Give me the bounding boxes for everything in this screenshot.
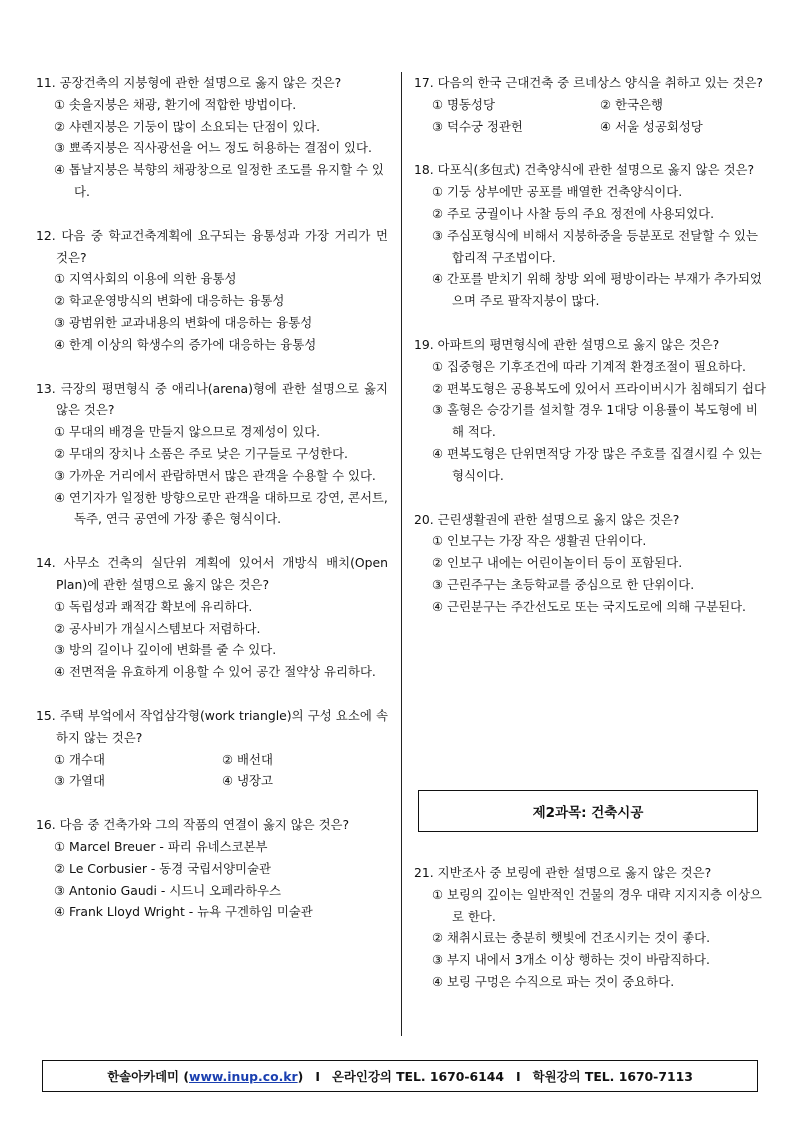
option: ② Le Corbusier - 동경 국립서양미술관 xyxy=(54,860,271,876)
option: ② 샤렌지붕은 기둥이 많이 소요되는 단점이 있다. xyxy=(54,118,321,134)
option: ① 명동성당 xyxy=(432,96,495,112)
option-grid xyxy=(36,749,388,793)
option: ① 독립성과 쾌적감 확보에 유리하다. xyxy=(54,598,253,614)
option: ③ 가까운 거리에서 관람하면서 많은 관객을 수용할 수 있다. xyxy=(54,467,376,483)
subject-heading: 제2과목: 건축시공 xyxy=(418,790,758,832)
option: ③ 광범위한 교과내용의 변화에 대응하는 융통성 xyxy=(54,314,313,330)
left-column xyxy=(36,72,388,945)
question-text: 13. 극장의 평면형식 중 애리나(arena)형에 관한 설명으로 옳지 않은 것은? xyxy=(36,380,388,418)
option: ③ 가열대 xyxy=(54,773,105,789)
option: ② 주로 궁궐이나 사찰 등의 주요 정전에 사용되었다. xyxy=(432,205,715,221)
option: ④ 보링 구멍은 수직으로 파는 것이 중요하다. xyxy=(432,973,675,989)
option: ④ 연기자가 일정한 방향으로만 관객을 대하므로 강연, 콘서트, 독주, 연극 공연에 가장 좋은 형식이다. xyxy=(54,489,388,527)
right-column xyxy=(414,72,766,640)
question-11 xyxy=(36,72,388,203)
option: ① 지역사회의 이용에 의한 융통성 xyxy=(54,271,237,287)
option: ② 채취시료는 충분히 햇빛에 건조시키는 것이 좋다. xyxy=(432,930,711,946)
option: ② 무대의 장치나 소품은 주로 낮은 기구들로 구성한다. xyxy=(54,445,348,461)
question-text: 19. 아파트의 평면형식에 관한 설명으로 옳지 않은 것은? xyxy=(414,336,720,352)
option: ③ 뾰족지붕은 직사광선을 어느 정도 허용하는 결점이 있다. xyxy=(54,140,372,156)
option: ③ 근린주구는 초등학교를 중심으로 한 단위이다. xyxy=(432,576,695,592)
question-13 xyxy=(36,378,388,531)
option: ① 기둥 상부에만 공포를 배열한 건축양식이다. xyxy=(432,184,683,200)
question-17 xyxy=(414,72,766,137)
question-text: 15. 주택 부엌에서 작업삼각형(work triangle)의 구성 요소에 속하지 않는 것은? xyxy=(36,707,388,745)
footer-academy-name: 한솔아카데미 (www.inup.co.kr) xyxy=(107,1069,304,1084)
option: ④ 편복도형은 단위면적당 가장 많은 주호를 집결시킬 수 있는 형식이다. xyxy=(432,445,762,483)
question-18 xyxy=(414,159,766,312)
column-divider xyxy=(401,72,402,1036)
option: ① 솟을지붕은 채광, 환기에 적합한 방법이다. xyxy=(54,96,297,112)
option: ④ Frank Lloyd Wright - 뉴욕 구겐하임 미술관 xyxy=(54,904,313,920)
question-text: 21. 지반조사 중 보링에 관한 설명으로 옳지 않은 것은? xyxy=(414,865,712,880)
option: ③ 홀형은 승강기를 설치할 경우 1대당 이용률이 복도형에 비해 적다. xyxy=(432,402,758,440)
option: ② 한국은행 xyxy=(600,96,663,112)
option: ④ 서울 성공회성당 xyxy=(600,118,703,134)
option: ④ 전면적을 유효하게 이용할 수 있어 공간 절약상 유리하다. xyxy=(54,664,376,680)
option: ④ 톱날지붕은 북향의 채광창으로 일정한 조도를 유지할 수 있다. xyxy=(54,162,384,199)
option: ① 개수대 xyxy=(54,751,105,767)
footer-separator: I xyxy=(516,1068,521,1084)
option: ① Marcel Breuer - 파리 유네스코본부 xyxy=(54,838,268,854)
question-text: 11. 공장건축의 지붕형에 관한 설명으로 옳지 않은 것은? xyxy=(36,75,342,90)
question-text: 16. 다음 중 건축가와 그의 작품의 연결이 옳지 않은 것은? xyxy=(36,817,350,833)
option: ② 공사비가 개실시스템보다 저렴하다. xyxy=(54,620,261,636)
option: ④ 냉장고 xyxy=(222,773,273,789)
question-text: 14. 사무소 건축의 실단위 계획에 있어서 개방식 배치(Open Plan)에 관한 설명으로 옳지 않은 것은? xyxy=(36,555,388,592)
question-text: 20. 근린생활권에 관한 설명으로 옳지 않은 것은? xyxy=(414,511,680,527)
option: ③ Antonio Gaudi - 시드니 오페라하우스 xyxy=(54,882,281,898)
option: ① 무대의 배경을 만들지 않으므로 경제성이 있다. xyxy=(54,424,321,440)
footer-bar xyxy=(42,1060,758,1092)
option: ② 인보구 내에는 어린이놀이터 등이 포함된다. xyxy=(432,555,683,571)
option: ② 배선대 xyxy=(222,751,273,767)
option: ④ 간포를 받치기 위해 창방 외에 평방이라는 부재가 추가되었으며 주로 팔작지붕이 많다. xyxy=(432,271,762,309)
question-16 xyxy=(36,814,388,923)
question-15 xyxy=(36,705,388,792)
option: ④ 한계 이상의 학생수의 증가에 대응하는 융통성 xyxy=(54,336,317,352)
question-20 xyxy=(414,509,766,618)
question-14 xyxy=(36,552,388,683)
option: ④ 근린분구는 주간선도로 또는 국지도로에 의해 구분된다. xyxy=(432,598,746,614)
option: ③ 방의 길이나 깊이에 변화를 줄 수 있다. xyxy=(54,642,277,658)
online-phone: 온라인강의 TEL. 1670-6144 xyxy=(331,1069,505,1084)
option: ① 집중형은 기후조건에 따라 기계적 환경조절이 필요하다. xyxy=(432,358,746,374)
question-12 xyxy=(36,225,388,356)
option-grid xyxy=(414,94,766,138)
option: ② 편복도형은 공용복도에 있어서 프라이버시가 침해되기 쉽다 xyxy=(432,380,766,396)
option: ③ 부지 내에서 3개소 이상 행하는 것이 바람직하다. xyxy=(432,952,710,968)
footer-separator: I xyxy=(315,1068,320,1084)
question-text: 17. 다음의 한국 근대건축 중 르네상스 양식을 취하고 있는 것은? xyxy=(414,75,763,90)
question-text: 18. 다포식(多包式) 건축양식에 관한 설명으로 옳지 않은 것은? xyxy=(414,162,755,178)
academy-name: 한솔아카데미 xyxy=(107,1069,180,1084)
question-19 xyxy=(414,334,766,487)
option: ① 인보구는 가장 작은 생활권 단위이다. xyxy=(432,533,647,549)
question-21 xyxy=(414,862,766,993)
question-text: 12. 다음 중 학교건축계획에 요구되는 융통성과 가장 거리가 먼 것은? xyxy=(36,227,388,265)
option: ③ 주심포형식에 비해서 지붕하중을 등분포로 전달할 수 있는 합리적 구조법이다. xyxy=(432,227,758,265)
option: ① 보링의 깊이는 일반적인 건물의 경우 대략 지지지층 이상으로 한다. xyxy=(432,886,762,924)
option: ③ 덕수궁 정관헌 xyxy=(432,118,523,134)
option: ② 학교운영방식의 변화에 대응하는 융통성 xyxy=(54,293,285,309)
offline-phone: 학원강의 TEL. 1670-7113 xyxy=(532,1069,693,1084)
website-link[interactable]: www.inup.co.kr xyxy=(189,1069,298,1084)
